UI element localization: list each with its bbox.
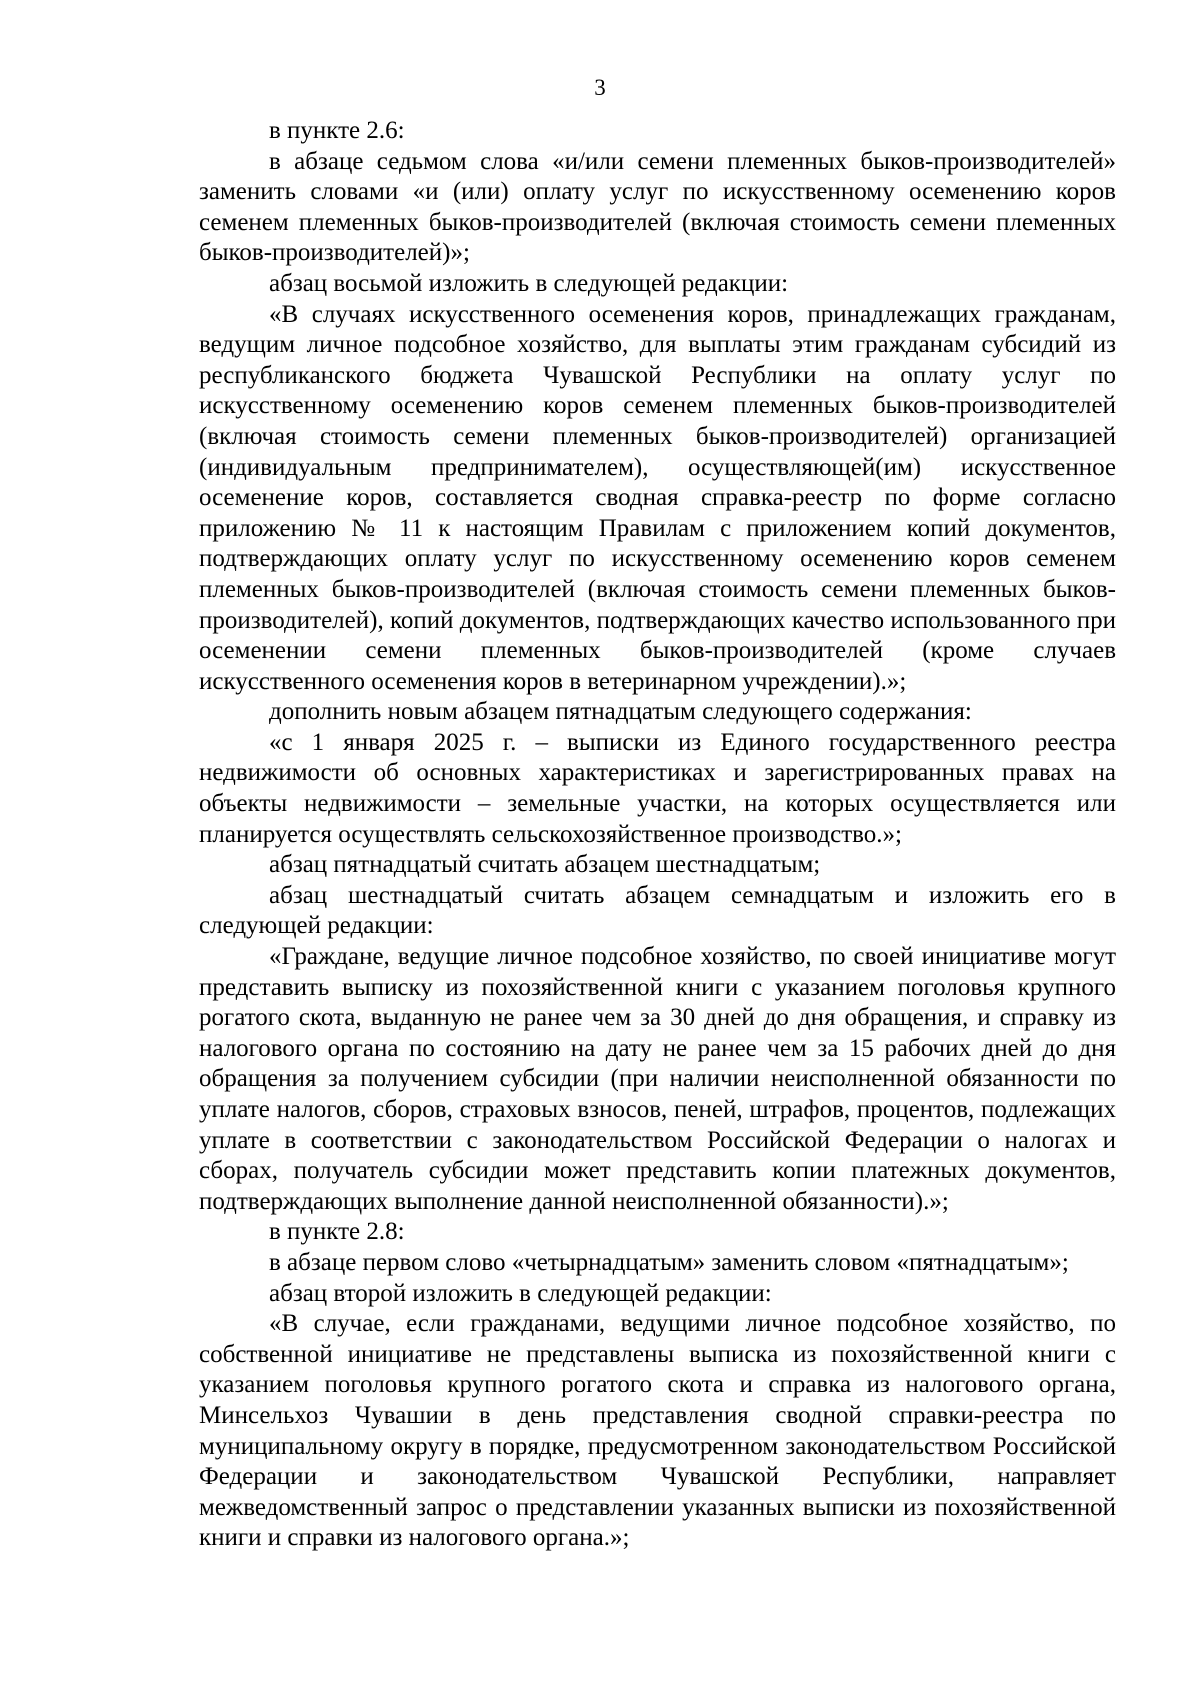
paragraph-8: абзац шестнадцатый считать абзацем семнадцатым и изложить его в следующей редакции: [199,881,1116,940]
paragraph-2: в абзаце седьмом слова «и/или семени племенных быков-производителей» заменить словами «и (или) оплату услуг по искусственному осеменению коров семенем племенных быков-производителей (включая стоимость семени племенных быков-производителей)»; [199,147,1116,267]
paragraph-3: абзац восьмой изложить в следующей редакции: [269,269,789,297]
paragraph-1: в пункте 2.6: [269,117,405,144]
paragraph-13: «В случае, если гражданами, ведущими личное подсобное хозяйство, по собственной инициативе не представлены выписка из похозяйственной книги с указанием поголовья крупного рогатого скота и справка из налогового органа, Минсельхоз Чувашии в день представления сводной справки-реестра по муниципальному округу в порядке, предусмотренном законодательством Российской Федерации и законодательством Чувашской Республики, направляет межведомственный запрос о представлении указанных выписки из похозяйственной книги и справки из налогового органа.»; [199,1310,1116,1552]
paragraph-10: в пункте 2.8: [269,1218,405,1246]
paragraph-6: «с 1 января 2025 г. – выписки из Единого государственного реестра недвижимости об основных характеристиках и зарегистрированных правах на объекты недвижимости – земельные участки, на которых осуществляется или планируется осуществлять сельскохозяйственное производство.»; [199,728,1116,848]
paragraph-4: «В случаях искусственного осеменения коров, принадлежащих гражданам, ведущим личное подсобное хозяйство, для выплаты этим гражданам субсидий из республиканского бюджета Чувашской Республики на оплату услуг по искусственному осеменению коров семенем племенных быков-производителей (включая стоимость семени племенных быков-производителей) организацией (индивидуальным предпринимателем), осуществляющей(им) искусственное осеменение коров, составляется сводная справка-реестр по форме согласно приложению № 11 к настоящим Правилам с приложением копий документов, подтверждающих оплату услуг по искусственному осеменению коров семенем племенных быков-производителей (включая стоимость семени племенных быков-производителей), копий документов, подтверждающих качество использованного при осеменении семени племенных быков-производителей (кроме случаев искусственного осеменения коров в ветеринарном учреждении).»; [199,300,1116,695]
paragraph-7: абзац пятнадцатый считать абзацем шестнадцатым; [269,851,821,879]
paragraph-9: «Граждане, ведущие личное подсобное хозяйство, по своей инициативе могут представить выписку из похозяйственной книги с указанием поголовья крупного рогатого скота, выданную не ранее чем за 30 дней до дня обращения, и справку из налогового органа по состоянию на дату не ранее чем за 15 рабочих дней до дня обращения за получением субсидии (при наличии неисполненной обязанности по уплате налогов, сборов, страховых взносов, пеней, штрафов, процентов, подлежащих уплате в соответствии с законодательством Российской Федерации о налогах и сборах, получатель субсидии может представить копии платежных документов, подтверждающих выполнение данной неисполненной обязанности).»; [199,943,1116,1215]
page-number: 3 [594,75,606,100]
paragraph-12: абзац второй изложить в следующей редакции: [269,1279,772,1307]
document-body [199,116,1116,1554]
paragraph-11: в абзаце первом слово «четырнадцатым» заменить словом «пятнадцатым»; [269,1248,1069,1276]
paragraph-5: дополнить новым абзацем пятнадцатым следующего содержания: [269,698,972,726]
